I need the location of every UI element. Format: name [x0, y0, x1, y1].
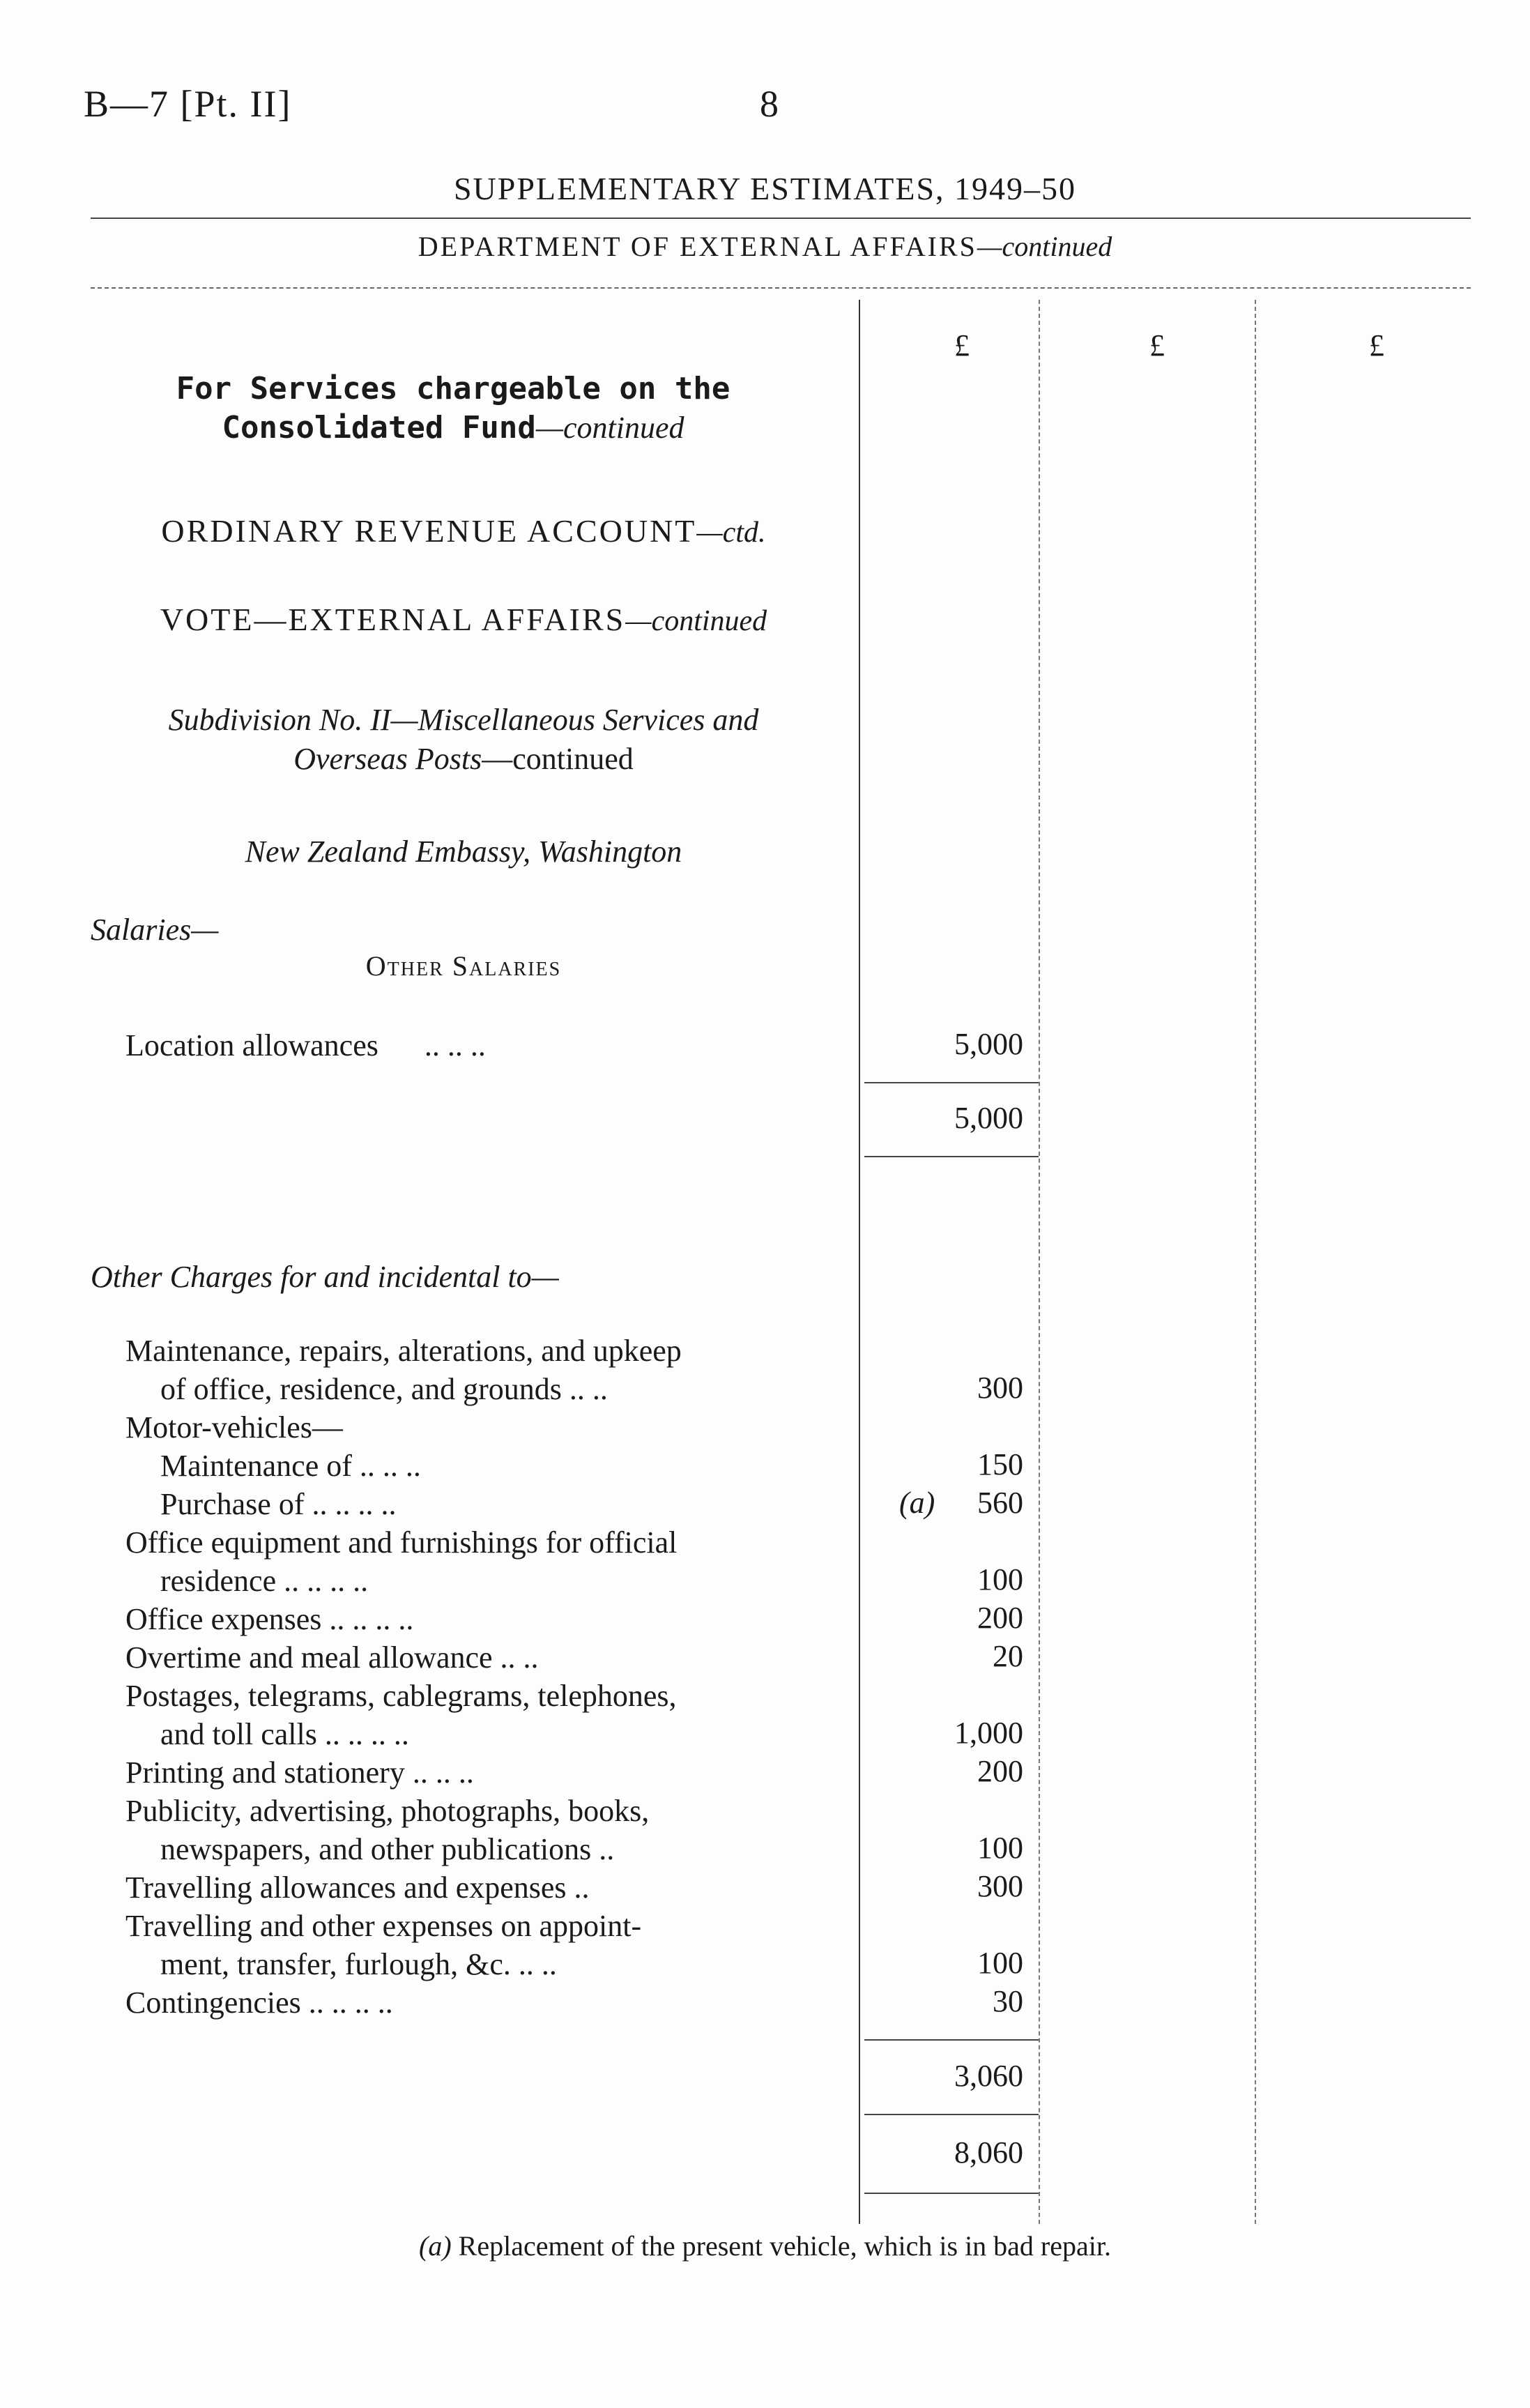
embassy-heading: New Zealand Embassy, Washington: [245, 835, 682, 869]
other-salaries-heading: Other Salaries: [365, 950, 562, 982]
grand-total: 8,060: [954, 2135, 1023, 2170]
list-item-contingencies: Contingencies .. .. .. ..: [125, 1986, 393, 2020]
list-item-office-equipment-cont: residence .. .. .. ..: [160, 1564, 369, 1598]
charges-subtotal-rule: [864, 2039, 1039, 2041]
amount-vehicle-maintenance: 150: [977, 1447, 1023, 1481]
list-item-overtime: Overtime and meal allowance .. ..: [125, 1640, 539, 1675]
amount-travelling-other: 100: [977, 1946, 1023, 1980]
header-rule: [91, 287, 1471, 289]
column-2-pound-sign: £: [1149, 328, 1165, 363]
list-item-printing: Printing and stationery .. .. ..: [125, 1755, 474, 1790]
list-item-travelling-other-cont: ment, transfer, furlough, &c. .. ..: [160, 1947, 557, 1981]
page-number: 8: [760, 83, 779, 125]
subdivision-heading: Subdivision No. II—Miscellaneous Services and Overseas Posts—continued: [168, 703, 759, 776]
fund-heading: For Services chargeable on the Consolidated Fund—continued: [176, 371, 730, 445]
salaries-subtotal-rule: [864, 1082, 1039, 1083]
amount-contingencies: 30: [993, 1984, 1023, 2018]
amount-vehicle-purchase: 560: [977, 1486, 1023, 1520]
amount-postages: 1,000: [954, 1716, 1023, 1750]
amount-office-equipment: 100: [977, 1562, 1023, 1597]
amount-overtime: 20: [993, 1639, 1023, 1673]
account-heading: ORDINARY REVENUE ACCOUNT—ctd.: [161, 513, 766, 549]
page-title: SUPPLEMENTARY ESTIMATES, 1949–50: [453, 171, 1077, 206]
column-2-right-rule: [1255, 300, 1256, 2224]
amount-maintenance: 300: [977, 1371, 1023, 1405]
department-title: DEPARTMENT OF EXTERNAL AFFAIRS—continued: [418, 231, 1112, 262]
list-item-vehicle-purchase: Purchase of .. .. .. ..: [160, 1487, 397, 1521]
other-charges-label: Other Charges for and incidental to—: [91, 1260, 559, 1294]
footnote-marker: (a): [899, 1486, 935, 1520]
column-1-right-rule: [1039, 300, 1040, 2224]
vote-heading: VOTE—EXTERNAL AFFAIRS—continued: [160, 602, 767, 637]
salaries-subtotal: 5,000: [954, 1101, 1023, 1135]
list-item-postages: Postages, telegrams, cablegrams, telephones,: [125, 1679, 677, 1713]
amount-publicity: 100: [977, 1831, 1023, 1865]
total-rule: [864, 2114, 1039, 2115]
column-3-pound-sign: £: [1369, 328, 1384, 363]
title-rule: [91, 218, 1471, 219]
footnote: (a) Replacement of the present vehicle, which is in bad repair.: [419, 2230, 1111, 2262]
list-item-office-equipment: Office equipment and furnishings for official: [125, 1525, 678, 1560]
amount-office-expenses: 200: [977, 1601, 1023, 1635]
list-item-motor-vehicles: Motor-vehicles—: [125, 1410, 343, 1445]
list-item-vehicle-maintenance: Maintenance of .. .. ..: [160, 1449, 421, 1483]
location-allowances-amount: 5,000: [954, 1027, 1023, 1061]
location-allowances-label: Location allowances .. .. ..: [125, 1028, 486, 1062]
list-item-publicity: Publicity, advertising, photographs, books,: [125, 1794, 650, 1828]
amount-travelling-allowances: 300: [977, 1869, 1023, 1903]
list-item-travelling-allowances: Travelling allowances and expenses ..: [125, 1870, 590, 1905]
column-1-left-rule: [859, 300, 860, 2224]
salaries-subtotal-rule-lower: [864, 1156, 1039, 1157]
charges-subtotal: 3,060: [954, 2059, 1023, 2093]
list-item-office-expenses: Office expenses .. .. .. ..: [125, 1602, 414, 1636]
salaries-label: Salaries—: [91, 913, 219, 947]
list-item-travelling-other: Travelling and other expenses on appoint-: [125, 1909, 642, 1943]
document-code: B—7 [Pt. II]: [84, 83, 292, 125]
column-1-pound-sign: £: [954, 328, 970, 363]
amount-printing: 200: [977, 1754, 1023, 1788]
list-item-maintenance: Maintenance, repairs, alterations, and upkeep: [125, 1334, 682, 1368]
list-item-postages-cont: and toll calls .. .. .. ..: [160, 1717, 409, 1751]
list-item-maintenance-cont: of office, residence, and grounds .. ..: [160, 1372, 608, 1406]
list-item-publicity-cont: newspapers, and other publications ..: [160, 1832, 615, 1866]
total-rule-lower: [864, 2193, 1039, 2194]
